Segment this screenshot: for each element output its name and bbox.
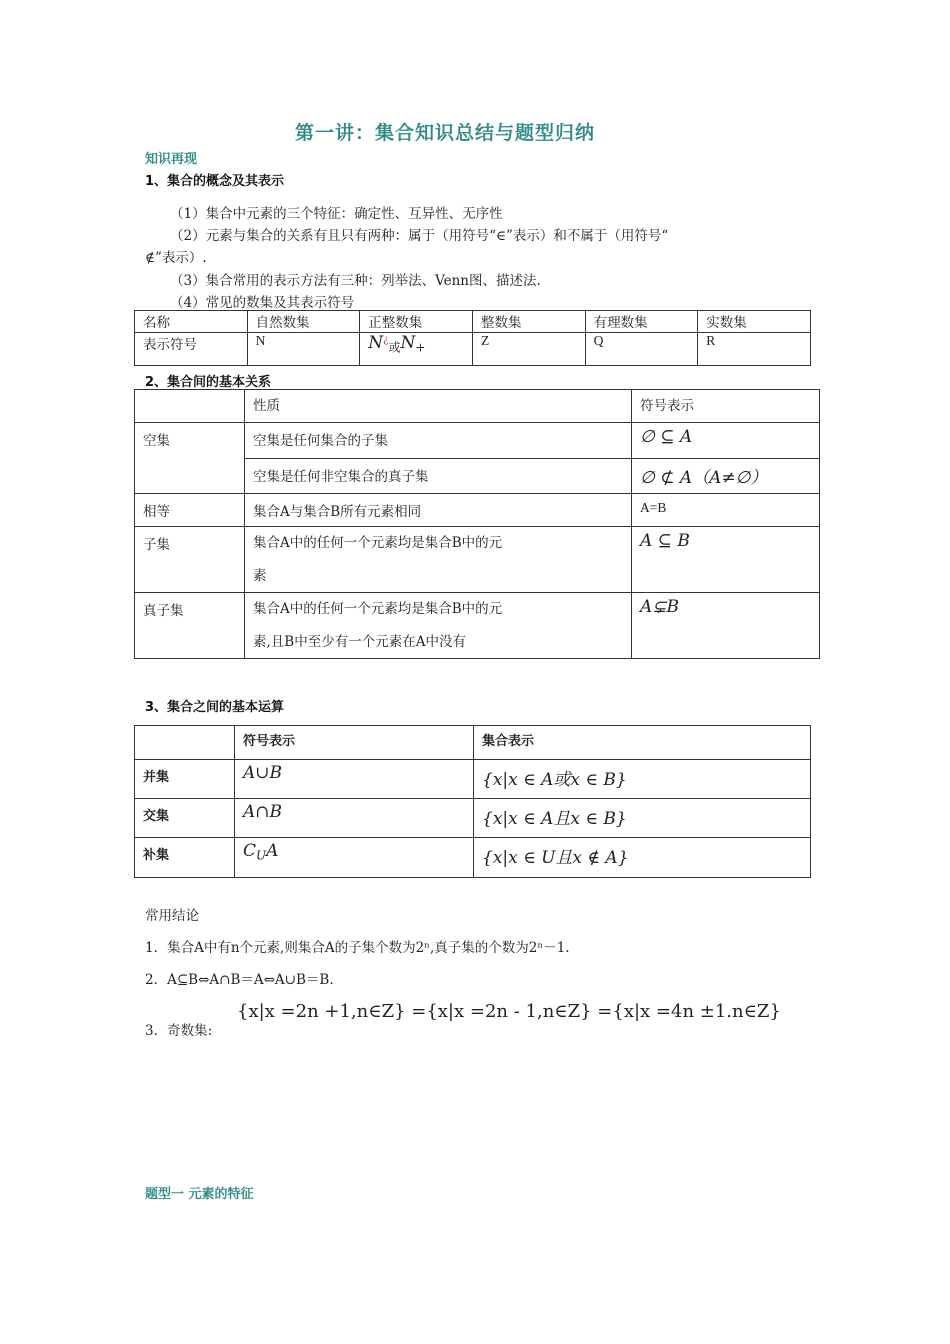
col-property: 性质 [245,390,632,423]
table-header: 实数集 [698,311,811,333]
s1-paragraph-2b: ∉”表示）. [145,250,207,266]
subset-label: 子集 [135,527,245,593]
number-sets-table [134,310,811,366]
page-title: 第一讲：集合知识总结与题型归纳 [294,122,595,144]
conclusion-1: 1．集合A中有n个元素,则集合A的子集个数为2ⁿ,真子集的个数为2ⁿ－1. [145,940,570,956]
table-header: 正整数集 [360,311,473,333]
intersection-symbol: A∩B [235,799,474,838]
intersection-label: 交集 [135,799,235,838]
complement-symbol: $C_UA$ [235,838,474,878]
equal-prop: 集合A与集合B所有元素相同 [245,494,632,527]
rational-set-symbol: Q [585,333,698,366]
table-header: 名称 [135,311,248,333]
natural-set-symbol: N [247,333,360,366]
table-row-label: 表示符号 [135,333,248,366]
proper-subset-label: 真子集 [135,593,245,659]
s1-paragraph-1: （1）集合中元素的三个特征：确定性、互异性、无序性 [170,206,503,222]
table-header: 自然数集 [247,311,360,333]
conclusion-2: 2．A⊆B⇔A∩B＝A⇔A∪B＝B. [145,972,334,988]
table-header: 整数集 [473,311,586,333]
conclusions-heading: 常用结论 [145,908,199,924]
empty-sym-2: ∅ ⊄ A（A≠∅） [632,459,820,494]
relations-table [134,389,820,659]
section-recap: 知识再现 [145,152,198,167]
empty-prop-1: 空集是任何集合的子集 [245,423,632,459]
union-set: {x|x ∈ A或x ∈ B} [474,760,811,799]
complement-label: 补集 [135,838,235,878]
section-2-heading: 2、集合间的基本关系 [145,375,272,390]
s1-paragraph-4: （4）常见的数集及其表示符号 [170,295,355,311]
s1-paragraph-3: （3）集合常用的表示方法有三种：列举法、Venn图、描述法. [170,273,541,289]
union-symbol: A∪B [235,760,474,799]
equal-sym: A=B [632,494,820,527]
empty-prop-2: 空集是任何非空集合的真子集 [245,459,632,494]
empty-sym-1: ∅ ⊆ A [632,423,820,459]
col-set: 集合表示 [474,726,811,760]
question-type-1-heading: 题型一 元素的特征 [145,1187,254,1202]
integer-set-symbol: Z [473,333,586,366]
real-set-symbol: R [698,333,811,366]
section-1-heading: 1、集合的概念及其表示 [145,174,285,189]
subset-sym: A ⊆ B [632,527,820,593]
operations-table [134,725,811,878]
s1-paragraph-2a: （2）元素与集合的关系有且只有两种：属于（用符号“∈”表示）和不属于（用符号“ [170,228,669,244]
col-symbol: 符号表示 [235,726,474,760]
odd-set-formula: {x|x =2n +1,n∈Z} ={x|x =2n - 1,n∈Z} ={x|x =4n ±1.n∈Z} [237,1001,781,1022]
empty-set-label: 空集 [135,423,245,494]
col-symbol: 符号表示 [632,390,820,423]
intersection-set: {x|x ∈ A且x ∈ B} [474,799,811,838]
section-3-heading: 3、集合之间的基本运算 [145,700,285,715]
conclusion-3-label: 3．奇数集: [145,1023,213,1039]
equal-label: 相等 [135,494,245,527]
table-header: 有理数集 [585,311,698,333]
proper-subset-prop: 集合A中的任何一个元素均是集合B中的元 素,且B中至少有一个元素在A中没有 [245,593,632,659]
subset-prop: 集合A中的任何一个元素均是集合B中的元 素 [245,527,632,593]
complement-set: {x|x ∈ U且x ∉ A} [474,838,811,878]
proper-subset-sym: A⊊B [632,593,820,659]
union-label: 并集 [135,760,235,799]
positive-set-symbol: $N^¿_或N_+$ [360,333,473,366]
